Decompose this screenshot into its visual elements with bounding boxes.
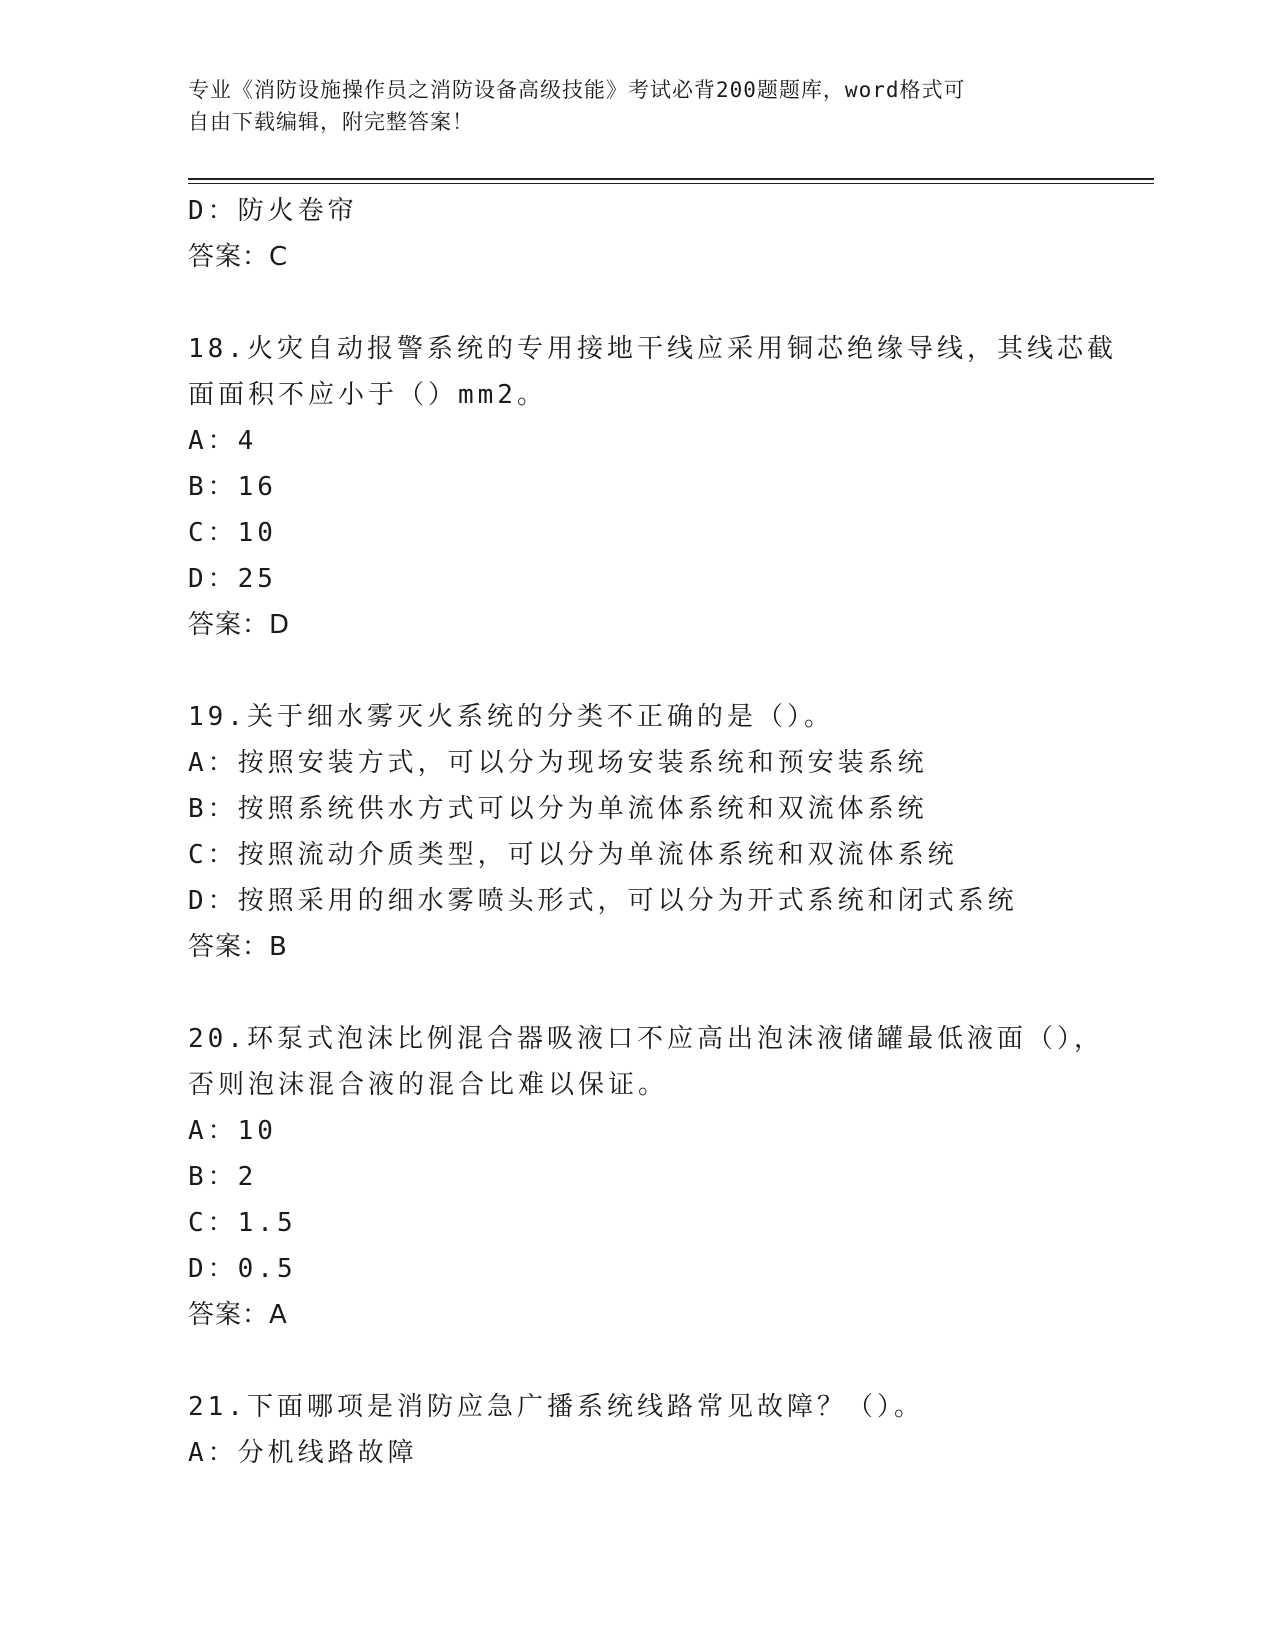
question-18 xyxy=(188,326,1117,648)
document-header xyxy=(188,74,1068,138)
answer-line: 答案：A xyxy=(188,1300,288,1330)
option-b: B：2 xyxy=(188,1162,258,1192)
option-c: C：按照流动介质类型，可以分为单流体系统和双流体系统 xyxy=(188,840,958,870)
option-c: C：1.5 xyxy=(188,1208,297,1238)
question-stem: 20.环泵式泡沫比例混合器吸液口不应高出泡沫液储罐最低液面（）， xyxy=(188,1024,1104,1054)
answer-line: 答案：C xyxy=(188,242,289,272)
answer-line: 答案：D xyxy=(188,610,291,640)
option-a: A：分机线路故障 xyxy=(188,1438,418,1468)
spacer xyxy=(188,648,1088,694)
document-body xyxy=(188,188,1117,1476)
spacer xyxy=(188,970,1088,1016)
spacer xyxy=(188,1338,1088,1384)
option-b: B：按照系统供水方式可以分为单流体系统和双流体系统 xyxy=(188,794,928,824)
option-a: A：10 xyxy=(188,1116,277,1146)
question-stem: 18.火灾自动报警系统的专用接地干线应采用铜芯绝缘导线，其线芯截 xyxy=(188,334,1117,364)
question-21 xyxy=(188,1384,1088,1476)
option-d: D：防火卷帘 xyxy=(188,196,358,226)
question-stem: 否则泡沫混合液的混合比难以保证。 xyxy=(188,1070,669,1100)
question-19 xyxy=(188,694,1088,970)
answer-line: 答案：B xyxy=(188,932,288,962)
header-line-1: 专业《消防设施操作员之消防设备高级技能》考试必背200题题库，word格式可 xyxy=(188,78,966,102)
option-b: B：16 xyxy=(188,472,277,502)
option-a: A：4 xyxy=(188,426,258,456)
question-stem: 面面积不应小于（）mm2。 xyxy=(188,380,547,410)
question-stem: 21.下面哪项是消防应急广播系统线路常见故障？（）。 xyxy=(188,1392,924,1422)
header-divider-thin xyxy=(188,183,1154,184)
option-d: D：按照采用的细水雾喷头形式，可以分为开式系统和闭式系统 xyxy=(188,886,1018,916)
question-20 xyxy=(188,1016,1104,1338)
header-divider-thick xyxy=(188,178,1154,180)
option-d: D：25 xyxy=(188,564,277,594)
header-line-2: 自由下载编辑，附完整答案！ xyxy=(188,110,474,134)
spacer xyxy=(188,280,1088,326)
option-c: C：10 xyxy=(188,518,277,548)
option-a: A：按照安装方式，可以分为现场安装系统和预安装系统 xyxy=(188,748,928,778)
question-stem: 19.关于细水雾灭火系统的分类不正确的是（）。 xyxy=(188,702,834,732)
option-d: D：0.5 xyxy=(188,1254,297,1284)
